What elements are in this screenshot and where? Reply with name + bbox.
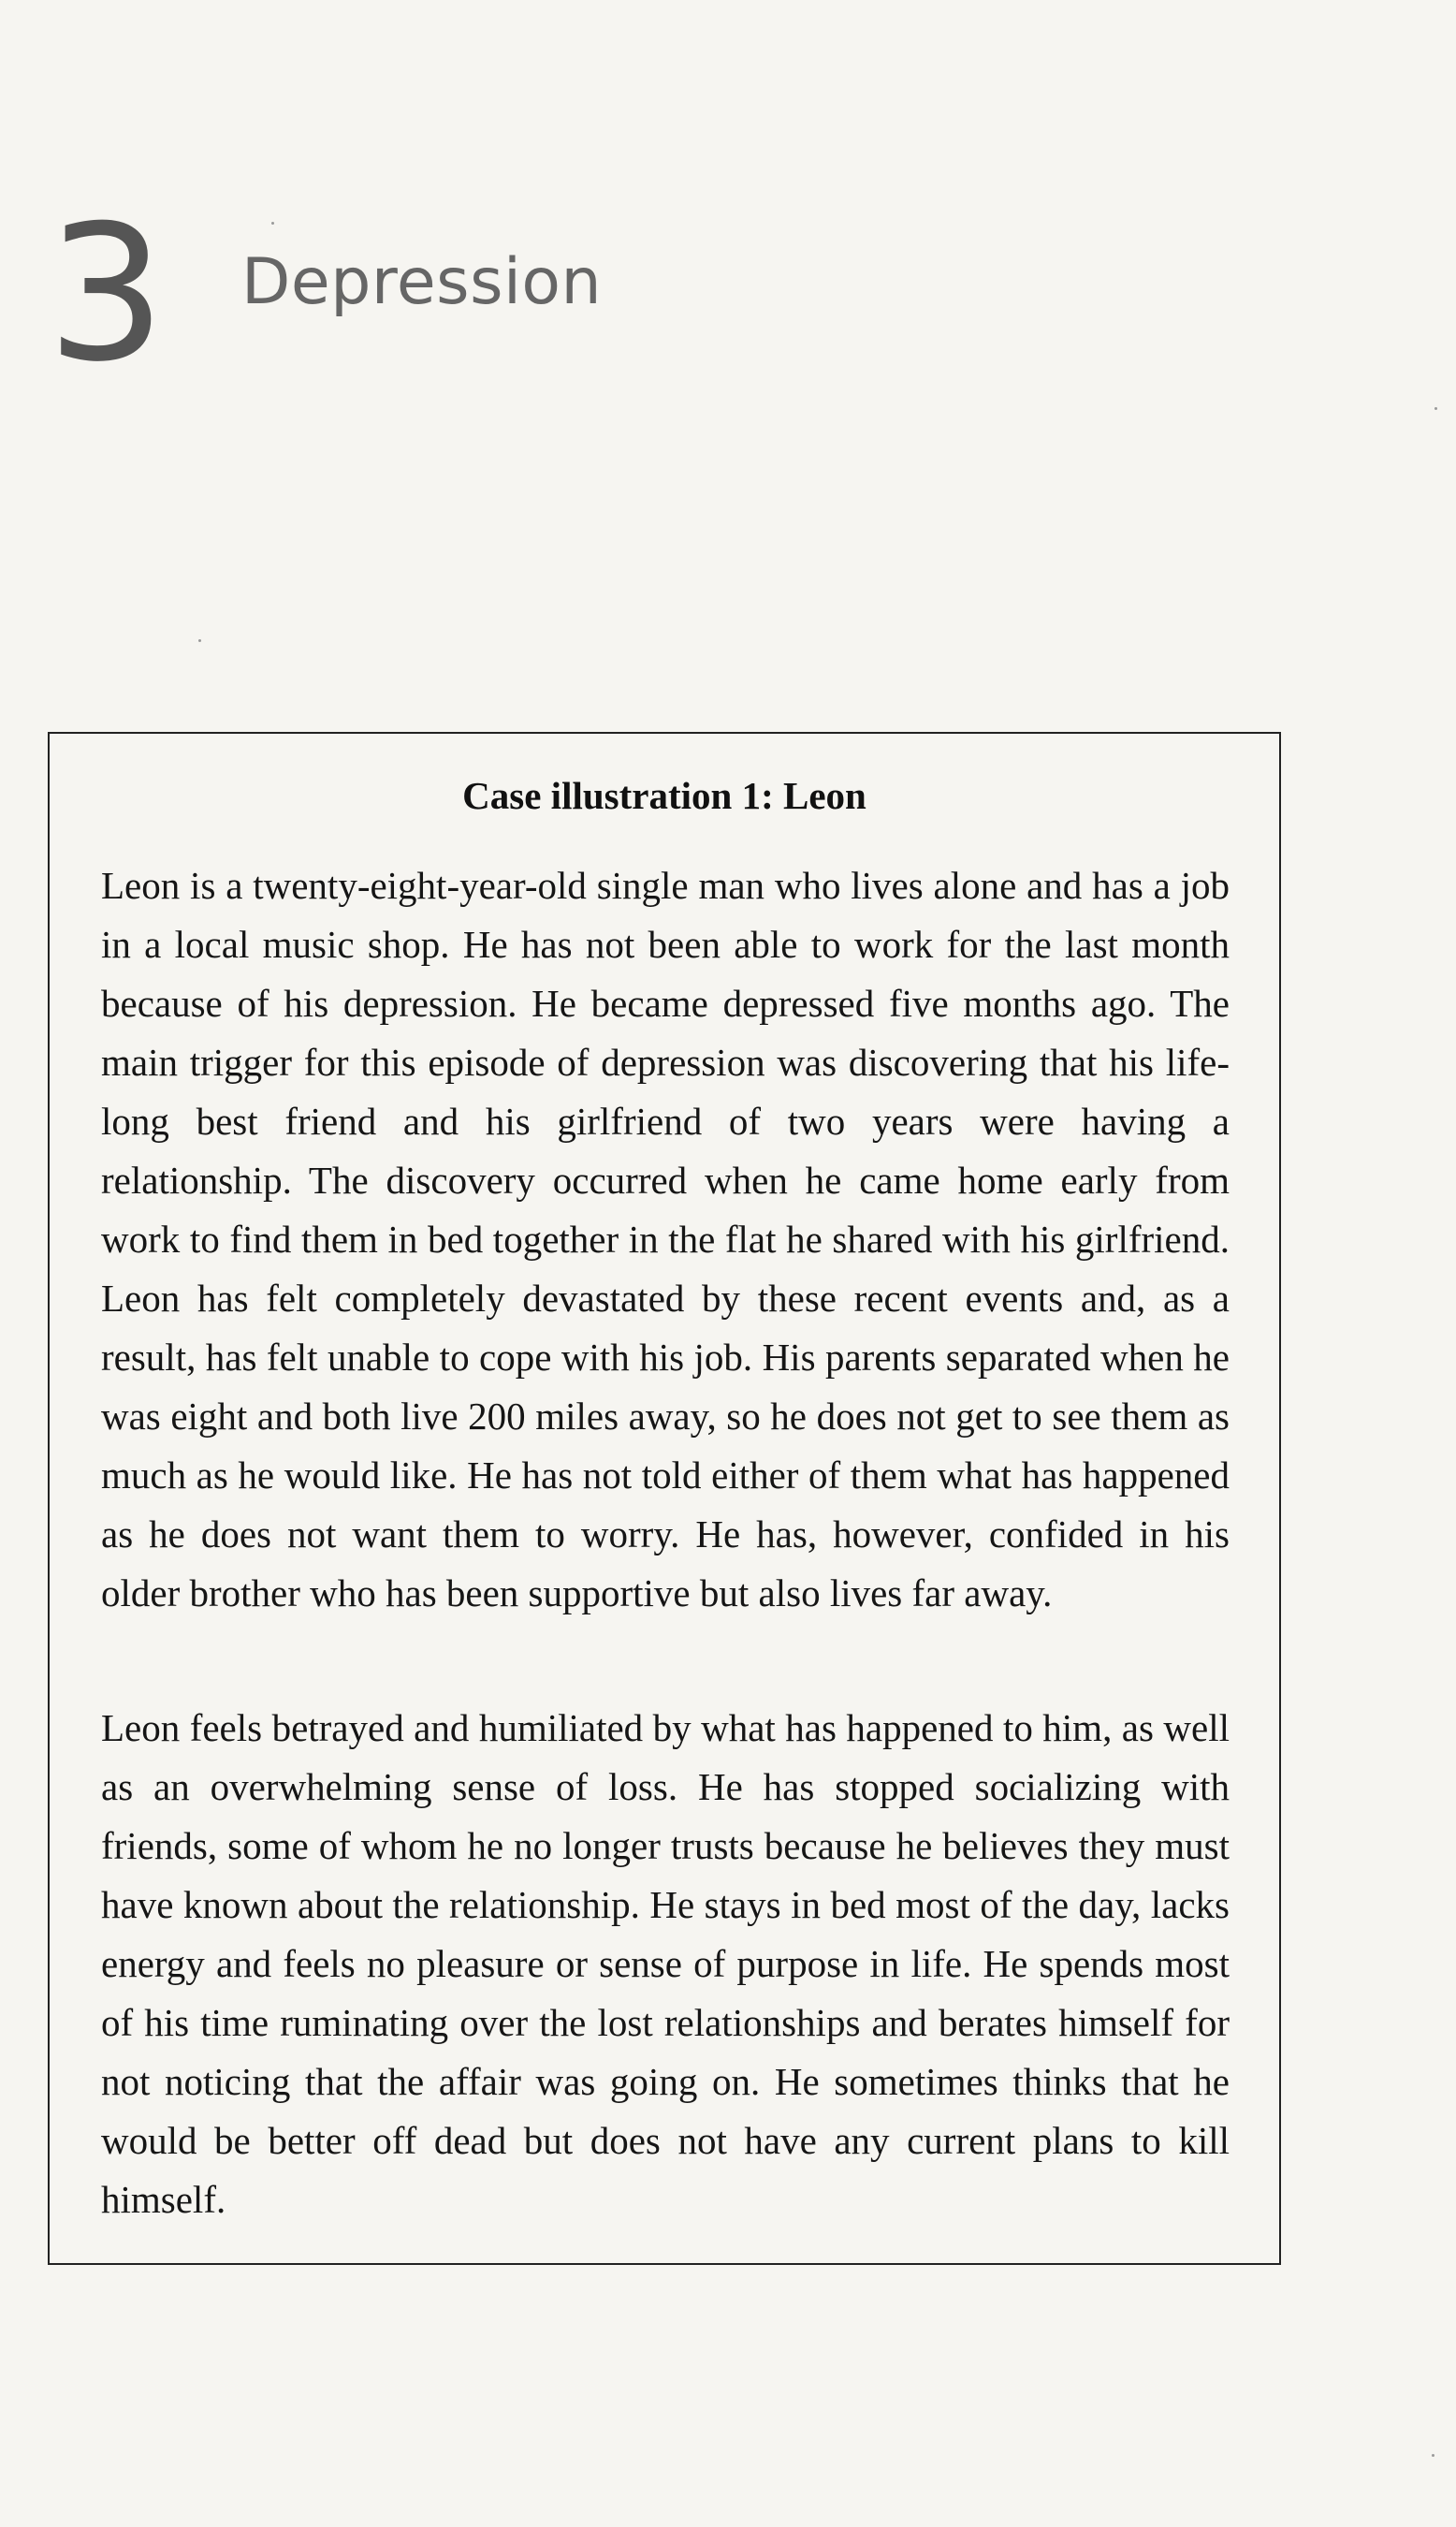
case-paragraph-2: Leon feels betrayed and humiliated by what has happened to him, as well as an overwhelming sense of loss. He has stopped socializing with friends, some of whom he no longer trusts because he believes they must have known about the relationship. He stays in bed most of the day, lacks energy and feels no pleasure or sense of purpose in life. He spends most of his time ruminating over the lost relationships and berates himself for not noticing that the affair was going on. He sometimes thinks that he would be better off dead but does not have any current plans to kill himself. <box>101 1706 1230 2221</box>
chapter-title: Depression <box>241 245 603 319</box>
paper-speck <box>1434 407 1437 410</box>
chapter-number: 3 <box>47 185 163 403</box>
paper-speck <box>271 222 274 225</box>
case-paragraph-1: Leon is a twenty-eight-year-old single man who lives alone and has a job in a local music shop. He has not been able to work for the last month because of his depression. He became depressed five months ago. The main trigger for this episode of depression was discovering that his life-long best friend and his girlfriend of two years were having a relationship. The discovery occurred when he came home early from work to find them in bed together in the flat he shared with his girlfriend. Leon has felt completely devastated by these recent events and, as a result, has felt unable to cope with his job. His parents separated when he was eight and both live 200 miles away, so he does not get to see them as much as he would like. He has not told either of them what has happened as he does not want them to worry. He has, however, confided in his older brother who has been supportive but also lives far away. <box>101 864 1230 1614</box>
paper-speck <box>1432 2454 1434 2457</box>
paper-speck <box>198 639 201 642</box>
case-illustration-heading: Case illustration 1: Leon <box>462 774 866 817</box>
